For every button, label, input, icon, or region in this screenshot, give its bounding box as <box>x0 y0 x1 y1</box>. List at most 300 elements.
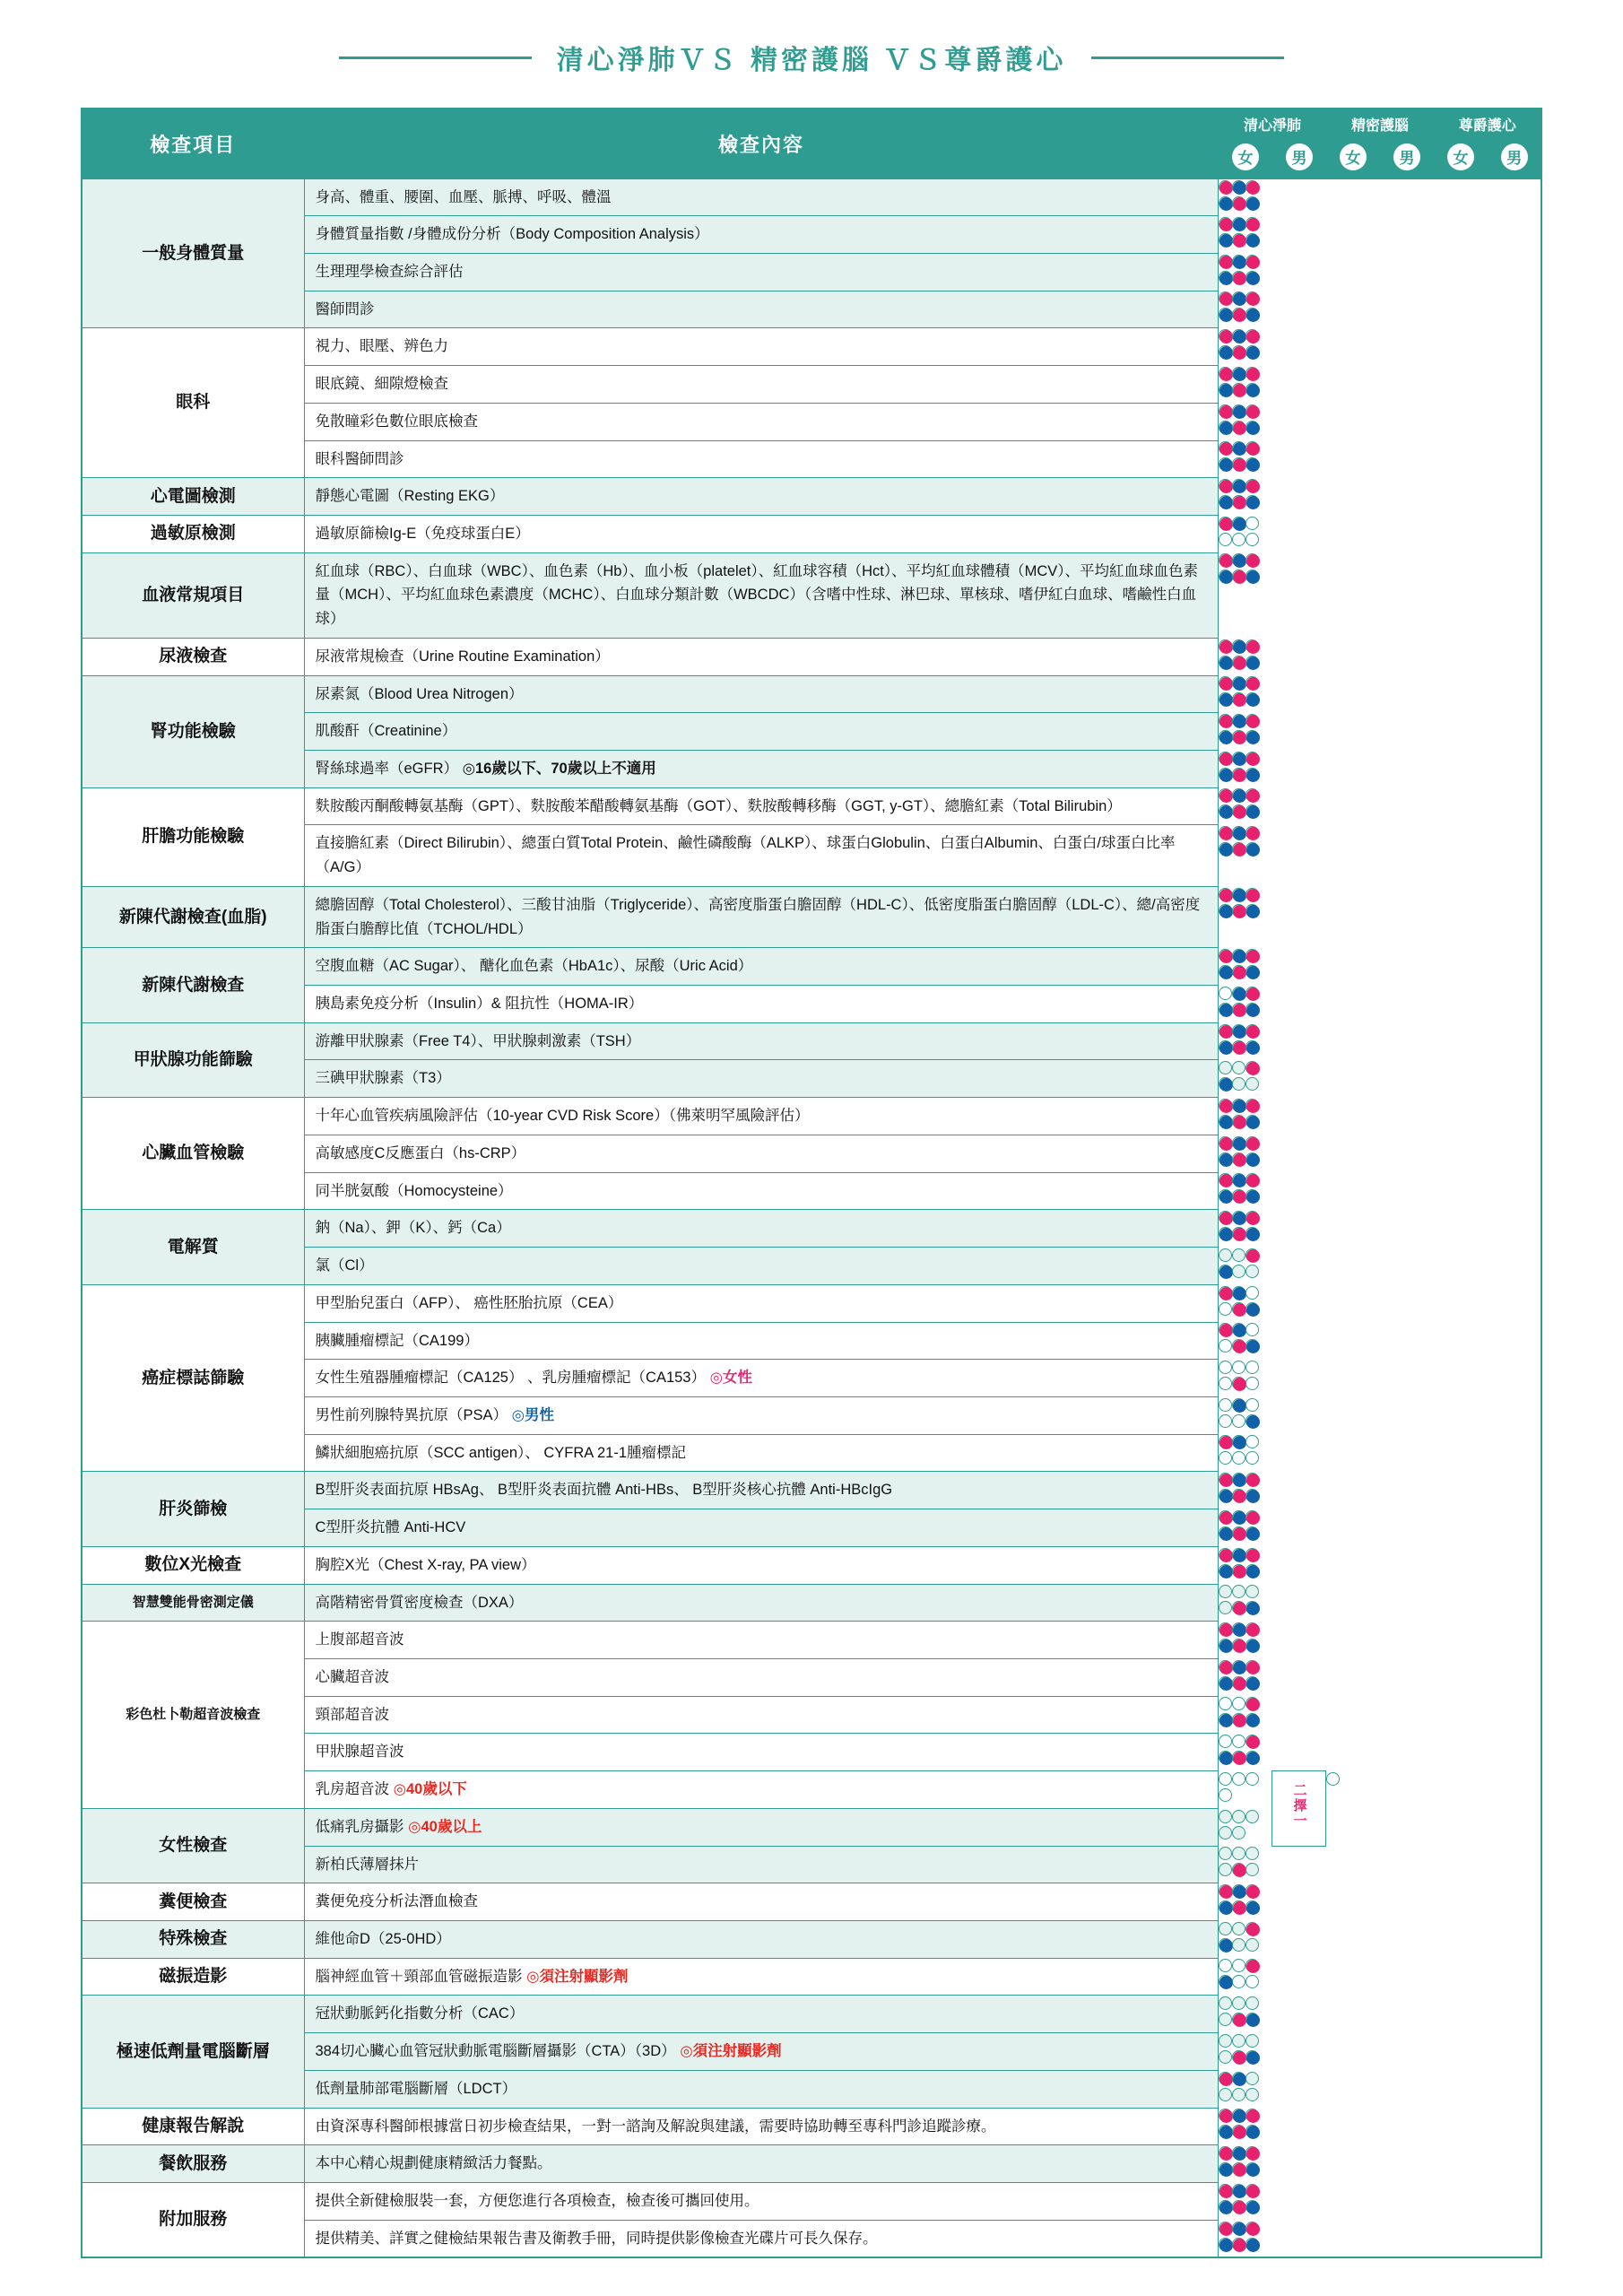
table-row <box>82 478 1541 516</box>
female-included-dot <box>1246 1549 1260 1562</box>
male-included-dot <box>1246 2126 1260 2139</box>
row-content-text: 糞便免疫分析法潛血檢查 <box>315 1893 478 1910</box>
included-dot-cell <box>1219 752 1232 765</box>
female-included-dot <box>1246 480 1260 493</box>
row-content <box>304 986 1219 1023</box>
empty-cell <box>1245 1361 1259 1374</box>
choose-one-label: 二擇一 <box>1291 1783 1307 1830</box>
empty-cell <box>1245 1377 1259 1390</box>
row-content-text: 胰臟腫瘤標記（CA199） <box>315 1332 479 1349</box>
female-included-dot <box>1246 640 1260 654</box>
female-included-dot <box>1246 1511 1260 1525</box>
female-included-dot <box>1246 554 1260 568</box>
male-included-dot <box>1233 677 1246 691</box>
included-dot-cell <box>1219 2162 1232 2176</box>
included-dot-cell <box>1219 1676 1232 1690</box>
row-content <box>304 2033 1219 2071</box>
row-category: 健康報告解說 <box>82 2108 304 2145</box>
table-row <box>82 1921 1541 1959</box>
male-included-dot <box>1246 1041 1260 1055</box>
male-included-dot <box>1233 405 1246 419</box>
male-included-dot <box>1246 1303 1260 1317</box>
row-content <box>304 1396 1219 1434</box>
included-dot-cell <box>1232 495 1245 509</box>
female-included-dot <box>1246 2185 1260 2198</box>
included-dot-cell <box>1219 1622 1232 1636</box>
row-category: 附加服務 <box>82 2183 304 2258</box>
included-dot-cell <box>1219 2222 1232 2235</box>
table-row <box>82 1210 1541 1248</box>
included-dot-cell <box>1245 441 1259 455</box>
male-included-dot <box>1246 2201 1260 2214</box>
title-rule-left <box>339 57 532 59</box>
included-dot-cell <box>1245 1136 1259 1150</box>
female-included-dot <box>1233 1639 1246 1653</box>
included-dot-cell <box>1245 1189 1259 1203</box>
included-dot-cell <box>1232 329 1245 343</box>
row-content <box>304 713 1219 751</box>
female-included-dot <box>1219 1661 1233 1674</box>
included-dot-cell <box>1232 1024 1245 1038</box>
included-dot-cell <box>1245 730 1259 744</box>
female-included-dot <box>1246 987 1260 1001</box>
included-dot-cell <box>1245 888 1259 901</box>
row-content <box>304 1210 1219 1248</box>
male-included-dot <box>1219 1116 1233 1129</box>
included-dot-cell <box>1219 1435 1232 1448</box>
empty-cell <box>1232 1959 1245 1972</box>
included-dot-cell <box>1245 1248 1259 1262</box>
included-dot-cell <box>1245 1622 1259 1636</box>
male-included-dot <box>1233 1436 1246 1449</box>
included-dot-cell <box>1232 1286 1245 1300</box>
female-included-dot <box>1219 752 1233 766</box>
male-included-dot <box>1246 1639 1260 1653</box>
male-included-dot <box>1233 640 1246 654</box>
female-included-dot <box>1219 256 1233 269</box>
male-included-dot <box>1233 1100 1246 1113</box>
included-dot-cell <box>1232 2200 1245 2213</box>
female-included-dot <box>1219 1287 1233 1300</box>
male-included-dot <box>1246 731 1260 744</box>
included-dot-cell <box>1245 2184 1259 2197</box>
row-content <box>304 1135 1219 1172</box>
included-dot-cell <box>1245 714 1259 727</box>
row-category: 心電圖檢測 <box>82 478 304 516</box>
row-category: 血液常規項目 <box>82 552 304 638</box>
row-note: ◎須注射顯影劑 <box>675 2043 782 2060</box>
male-included-dot <box>1246 1490 1260 1503</box>
row-content-text: 尿素氮（Blood Urea Nitrogen） <box>315 685 524 702</box>
empty-cell <box>1245 1286 1259 1300</box>
included-dot-cell <box>1232 255 1245 268</box>
empty-cell <box>1232 1414 1245 1428</box>
included-dot-cell <box>1232 457 1245 471</box>
included-dot-cell <box>1245 904 1259 918</box>
row-content <box>304 1098 1219 1135</box>
empty-cell <box>1219 2034 1232 2048</box>
female-included-dot <box>1219 2222 1233 2236</box>
empty-cell <box>1219 1788 1232 1802</box>
male-included-dot <box>1246 805 1260 819</box>
row-content <box>304 440 1219 478</box>
included-dot-cell <box>1232 1526 1245 1540</box>
included-dot-cell <box>1219 826 1232 839</box>
included-dot-cell <box>1219 1510 1232 1524</box>
included-dot-cell <box>1219 692 1232 706</box>
row-content <box>304 1322 1219 1360</box>
male-included-dot <box>1233 1137 1246 1151</box>
empty-cell <box>1219 1847 1232 1860</box>
female-included-dot <box>1233 1116 1246 1129</box>
female-included-dot <box>1219 442 1233 456</box>
row-content-text: 高階精密骨質密度檢查（DXA） <box>315 1594 524 1611</box>
female-included-dot <box>1233 2013 1246 2027</box>
included-dot-cell <box>1219 291 1232 305</box>
male-included-dot <box>1246 2013 1260 2027</box>
male-included-dot <box>1233 827 1246 840</box>
table-row <box>82 1022 1541 1060</box>
empty-cell <box>1232 2034 1245 2048</box>
included-dot-cell <box>1219 1227 1232 1240</box>
male-included-dot <box>1219 693 1233 707</box>
included-dot-cell <box>1232 1676 1245 1690</box>
row-content <box>304 2145 1219 2183</box>
male-included-dot <box>1246 693 1260 707</box>
included-dot-cell <box>1245 1061 1259 1074</box>
included-dot-cell <box>1232 404 1245 418</box>
table-row <box>82 1622 1541 1659</box>
row-content-text: C型肝炎抗體 Anti-HCV <box>315 1519 466 1536</box>
male-included-dot <box>1246 1153 1260 1167</box>
included-dot-cell <box>1232 639 1245 653</box>
included-dot-cell <box>1245 2050 1259 2064</box>
female-included-dot <box>1246 1025 1260 1039</box>
empty-cell <box>1245 1847 1259 1860</box>
included-dot-cell <box>1232 1660 1245 1674</box>
row-category: 極速低劑量電腦斷層 <box>82 1996 304 2108</box>
included-dot-cell <box>1232 383 1245 396</box>
included-dot-cell <box>1232 1173 1245 1187</box>
row-category: 甲狀腺功能篩驗 <box>82 1022 304 1097</box>
empty-cell <box>1219 533 1232 546</box>
female-included-dot <box>1219 827 1233 840</box>
row-content-text: 直接膽紅素（Direct Bilirubin）、總蛋白質Total Protein、鹼性磷酸酶（ALKP）、球蛋白Globulin、白蛋白Albumin、白蛋白/球蛋白比率（A/G） <box>315 835 1176 876</box>
male-included-dot <box>1219 272 1233 285</box>
male-included-dot <box>1233 1212 1246 1225</box>
included-dot-cell <box>1232 1751 1245 1764</box>
included-dot-cell <box>1245 656 1259 669</box>
row-category: 肝炎篩檢 <box>82 1472 304 1546</box>
included-dot-cell <box>1232 1473 1245 1486</box>
header-sex-0-female <box>1219 139 1272 178</box>
empty-cell <box>1232 1996 1245 2010</box>
row-content-text: 同半胱氨酸（Homocysteine） <box>315 1182 513 1199</box>
included-dot-cell <box>1219 1099 1232 1112</box>
included-dot-cell <box>1245 570 1259 583</box>
included-dot-cell <box>1232 1863 1245 1876</box>
included-dot-cell <box>1219 495 1232 509</box>
row-category: 特殊檢查 <box>82 1921 304 1959</box>
row-content-text: 氯（Cl） <box>315 1257 374 1274</box>
female-included-dot <box>1233 197 1246 211</box>
included-dot-cell <box>1219 1323 1232 1336</box>
male-included-dot <box>1246 1228 1260 1241</box>
included-dot-cell <box>1245 1211 1259 1224</box>
male-included-dot <box>1219 1490 1233 1503</box>
female-included-dot <box>1233 1527 1246 1541</box>
included-dot-cell <box>1219 1040 1232 1054</box>
row-category: 一般身體質量 <box>82 178 304 328</box>
row-content-text: 胰島素免疫分析（Insulin）& 阻抗性（HOMA-IR） <box>315 996 644 1013</box>
included-dot-cell <box>1245 479 1259 492</box>
empty-cell <box>1219 1810 1232 1823</box>
female-included-dot <box>1233 1153 1246 1167</box>
female-included-dot <box>1246 1062 1260 1075</box>
female-included-dot <box>1246 330 1260 344</box>
empty-cell <box>1232 1938 1245 1952</box>
table-row <box>82 948 1541 986</box>
empty-cell <box>1219 987 1232 1000</box>
included-dot-cell <box>1219 965 1232 978</box>
included-dot-cell <box>1245 404 1259 418</box>
table-row <box>82 1883 1541 1921</box>
female-included-dot <box>1233 2201 1246 2214</box>
row-content-text: 靜態心電圖（Resting EKG） <box>315 488 505 505</box>
female-included-dot <box>1219 2109 1233 2123</box>
row-content <box>304 1808 1219 1846</box>
male-included-dot <box>1219 2201 1233 2214</box>
female-included-dot <box>1246 677 1260 691</box>
included-dot-cell <box>1232 570 1245 583</box>
row-content-text: 三碘甲狀腺素（T3） <box>315 1070 451 1087</box>
included-dot-cell <box>1232 949 1245 962</box>
male-included-dot <box>1246 2163 1260 2177</box>
male-included-dot <box>1219 1752 1233 1765</box>
female-included-dot <box>1219 1549 1233 1562</box>
header-category: 檢查項目 <box>82 109 304 178</box>
female-included-dot <box>1246 1960 1260 1973</box>
included-dot-cell <box>1245 1900 1259 1914</box>
male-badge: 男 <box>1393 144 1420 170</box>
female-badge: 女 <box>1447 144 1474 170</box>
male-included-dot <box>1219 309 1233 322</box>
male-included-dot <box>1233 1511 1246 1525</box>
row-content-text: 醫師問診 <box>315 300 375 317</box>
male-included-dot <box>1246 384 1260 397</box>
male-included-dot <box>1246 422 1260 435</box>
female-included-dot <box>1233 496 1246 509</box>
included-dot-cell <box>1232 1040 1245 1054</box>
male-included-dot <box>1246 197 1260 211</box>
row-content-text: 提供精美、詳實之健檢結果報告書及衛教手冊，同時提供影像檢查光碟片可長久保存。 <box>315 2230 878 2247</box>
included-dot-cell <box>1219 676 1232 690</box>
included-dot-cell <box>1245 1676 1259 1690</box>
empty-cell <box>1245 1077 1259 1091</box>
empty-cell <box>1245 1996 1259 2010</box>
female-included-dot <box>1233 1228 1246 1241</box>
male-included-dot <box>1233 889 1246 902</box>
included-dot-cell <box>1219 1548 1232 1561</box>
male-included-dot <box>1233 480 1246 493</box>
included-dot-cell <box>1219 308 1232 321</box>
table-row <box>82 1284 1541 1322</box>
male-included-dot <box>1233 256 1246 269</box>
male-included-dot <box>1219 197 1233 211</box>
included-dot-cell <box>1219 656 1232 669</box>
male-included-dot <box>1246 234 1260 248</box>
empty-cell <box>1232 1826 1245 1839</box>
male-included-dot <box>1219 2239 1233 2252</box>
row-content <box>304 1771 1219 1809</box>
included-dot-cell <box>1232 2013 1245 2026</box>
row-note: ◎須注射顯影劑 <box>522 1968 629 1985</box>
included-dot-cell <box>1219 1265 1232 1278</box>
row-content <box>304 1060 1219 1098</box>
header-content: 檢查內容 <box>304 109 1219 178</box>
male-included-dot <box>1246 309 1260 322</box>
row-content <box>304 2183 1219 2221</box>
row-content <box>304 2108 1219 2145</box>
header-package-1: 精密護腦 <box>1326 109 1434 139</box>
included-dot-cell <box>1245 196 1259 210</box>
empty-cell <box>1232 1585 1245 1598</box>
included-dot-cell <box>1232 196 1245 210</box>
female-included-dot <box>1246 1249 1260 1263</box>
male-included-dot <box>1233 554 1246 568</box>
included-dot-cell <box>1232 1099 1245 1112</box>
empty-cell <box>1219 1414 1232 1428</box>
included-dot-cell <box>1232 904 1245 918</box>
female-included-dot <box>1233 731 1246 744</box>
female-included-dot <box>1233 458 1246 472</box>
row-content <box>304 552 1219 638</box>
male-included-dot <box>1233 2109 1246 2123</box>
table-header <box>82 109 1541 178</box>
empty-cell <box>1326 1772 1340 1786</box>
included-dot-cell <box>1219 1077 1232 1091</box>
female-badge: 女 <box>1340 144 1367 170</box>
empty-cell <box>1245 1265 1259 1278</box>
title-bar <box>81 0 1542 108</box>
female-included-dot <box>1233 2051 1246 2065</box>
included-dot-cell <box>1232 308 1245 321</box>
included-dot-cell <box>1232 1377 1245 1390</box>
male-included-dot <box>1233 789 1246 803</box>
included-dot-cell <box>1232 965 1245 978</box>
male-included-dot <box>1219 1901 1233 1915</box>
table-row <box>82 1584 1541 1622</box>
table-row <box>82 2183 1541 2221</box>
male-included-dot <box>1233 1025 1246 1039</box>
row-content-text: 身高、體重、腰圍、血壓、脈搏、呼吸、體溫 <box>315 188 612 205</box>
included-dot-cell <box>1219 329 1232 343</box>
included-dot-cell <box>1219 1751 1232 1764</box>
table-row <box>82 552 1541 638</box>
included-dot-cell <box>1219 2200 1232 2213</box>
empty-cell <box>1232 1975 1245 1988</box>
female-badge: 女 <box>1232 144 1259 170</box>
female-included-dot <box>1233 346 1246 360</box>
row-note: ◎女性 <box>706 1370 752 1387</box>
female-included-dot <box>1233 1041 1246 1055</box>
male-included-dot <box>1246 272 1260 285</box>
included-dot-cell <box>1245 255 1259 268</box>
included-dot-cell <box>1219 2238 1232 2251</box>
female-included-dot <box>1219 1174 1233 1187</box>
included-dot-cell <box>1219 1639 1232 1652</box>
empty-cell <box>1219 1361 1232 1374</box>
female-included-dot <box>1219 1511 1233 1525</box>
table-row <box>82 515 1541 552</box>
empty-cell <box>1245 533 1259 546</box>
female-included-dot <box>1233 1677 1246 1691</box>
male-included-dot <box>1233 1885 1246 1899</box>
female-included-dot <box>1233 769 1246 782</box>
table-row <box>82 1098 1541 1135</box>
female-included-dot <box>1219 1436 1233 1449</box>
row-content-text: 冠狀動脈鈣化指數分析（CAC） <box>315 2005 525 2022</box>
included-dot-cell <box>1245 1713 1259 1726</box>
row-content <box>304 1509 1219 1547</box>
included-dot-cell <box>1219 842 1232 856</box>
table-row <box>82 1472 1541 1509</box>
empty-cell <box>1232 1735 1245 1748</box>
included-dot-cell <box>1245 752 1259 765</box>
empty-cell <box>1245 1451 1259 1465</box>
included-dot-cell <box>1245 271 1259 284</box>
row-content <box>304 948 1219 986</box>
table-row <box>82 787 1541 825</box>
female-included-dot <box>1233 657 1246 670</box>
empty-cell <box>1245 1585 1259 1598</box>
male-included-dot <box>1246 1527 1260 1541</box>
included-dot-cell <box>1232 2050 1245 2064</box>
included-dot-cell <box>1245 553 1259 567</box>
included-dot-cell <box>1219 949 1232 962</box>
female-included-dot <box>1233 422 1246 435</box>
included-dot-cell <box>1219 1473 1232 1486</box>
included-dot-cell <box>1245 1473 1259 1486</box>
female-included-dot <box>1219 517 1233 531</box>
male-included-dot <box>1246 905 1260 918</box>
row-content <box>304 1022 1219 1060</box>
male-included-dot <box>1219 570 1233 584</box>
row-content-text: 生理理學檢查綜合評估 <box>315 263 464 280</box>
male-included-dot <box>1219 346 1233 360</box>
included-dot-cell <box>1232 1564 1245 1578</box>
male-included-dot <box>1219 1639 1233 1653</box>
empty-cell <box>1245 2034 1259 2048</box>
male-included-dot <box>1233 987 1246 1001</box>
included-dot-cell <box>1245 345 1259 359</box>
included-dot-cell <box>1232 1601 1245 1614</box>
male-included-dot <box>1219 1004 1233 1017</box>
female-included-dot <box>1233 1565 1246 1578</box>
included-dot-cell <box>1219 421 1232 434</box>
row-content <box>304 2070 1219 2108</box>
included-dot-cell <box>1245 1639 1259 1652</box>
male-included-dot <box>1246 1565 1260 1578</box>
row-content-text: 腎絲球過率（eGFR） <box>315 761 459 777</box>
included-dot-cell <box>1219 2072 1232 2085</box>
included-dot-cell <box>1232 1713 1245 1726</box>
male-included-dot <box>1219 1041 1233 1055</box>
row-content <box>304 328 1219 366</box>
included-dot-cell <box>1232 987 1245 1000</box>
included-dot-cell <box>1245 768 1259 781</box>
empty-cell <box>1245 1772 1259 1786</box>
